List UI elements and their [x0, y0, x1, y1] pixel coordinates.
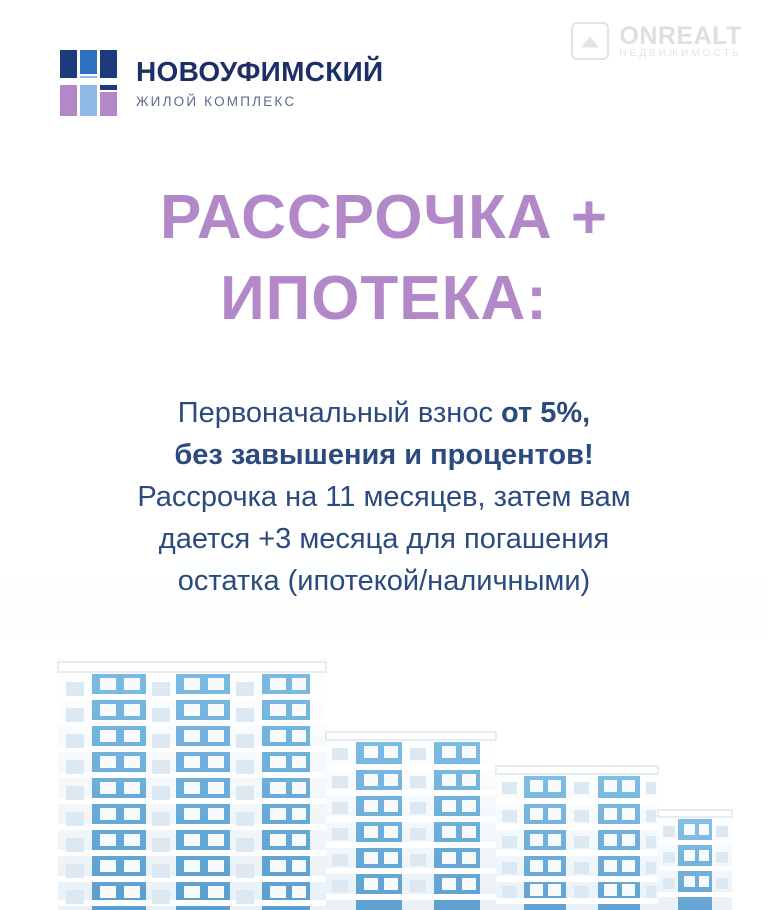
offer-line-1-bold: от 5%,: [501, 397, 591, 429]
offer-line-1-plain: Первоначальный взнос: [177, 397, 502, 429]
offer-description: [0, 392, 768, 602]
brand-logo-text: [136, 55, 384, 109]
offer-line-4: дается +3 месяца для погашения: [158, 523, 610, 556]
residential-building-illustration: [0, 640, 768, 910]
offer-line-3: Рассрочка на 11 месяцев, затем вам: [137, 481, 631, 514]
page-title: [0, 178, 768, 339]
headline-line-1: РАССРОЧКА +: [159, 183, 609, 252]
offer-line-1: [0, 392, 768, 434]
watermark: [571, 22, 742, 60]
brand-logo: [58, 48, 383, 118]
offer-line-2: без завышения и процентов!: [174, 439, 594, 472]
watermark-brand: ONREALT: [619, 21, 742, 50]
letter-n-logo-icon: [58, 48, 120, 118]
house-outline-icon: [571, 22, 609, 60]
watermark-tagline: НЕДВИЖИМОСТЬ: [619, 47, 742, 59]
watermark-text: [619, 23, 742, 60]
brand-subtitle: ЖИЛОЙ КОМПЛЕКС: [136, 93, 297, 109]
headline-line-2: ИПОТЕКА:: [220, 263, 548, 333]
offer-line-5: остатка (ипотекой/наличными): [177, 565, 591, 598]
brand-name: НОВОУФИМСКИЙ: [136, 55, 384, 87]
